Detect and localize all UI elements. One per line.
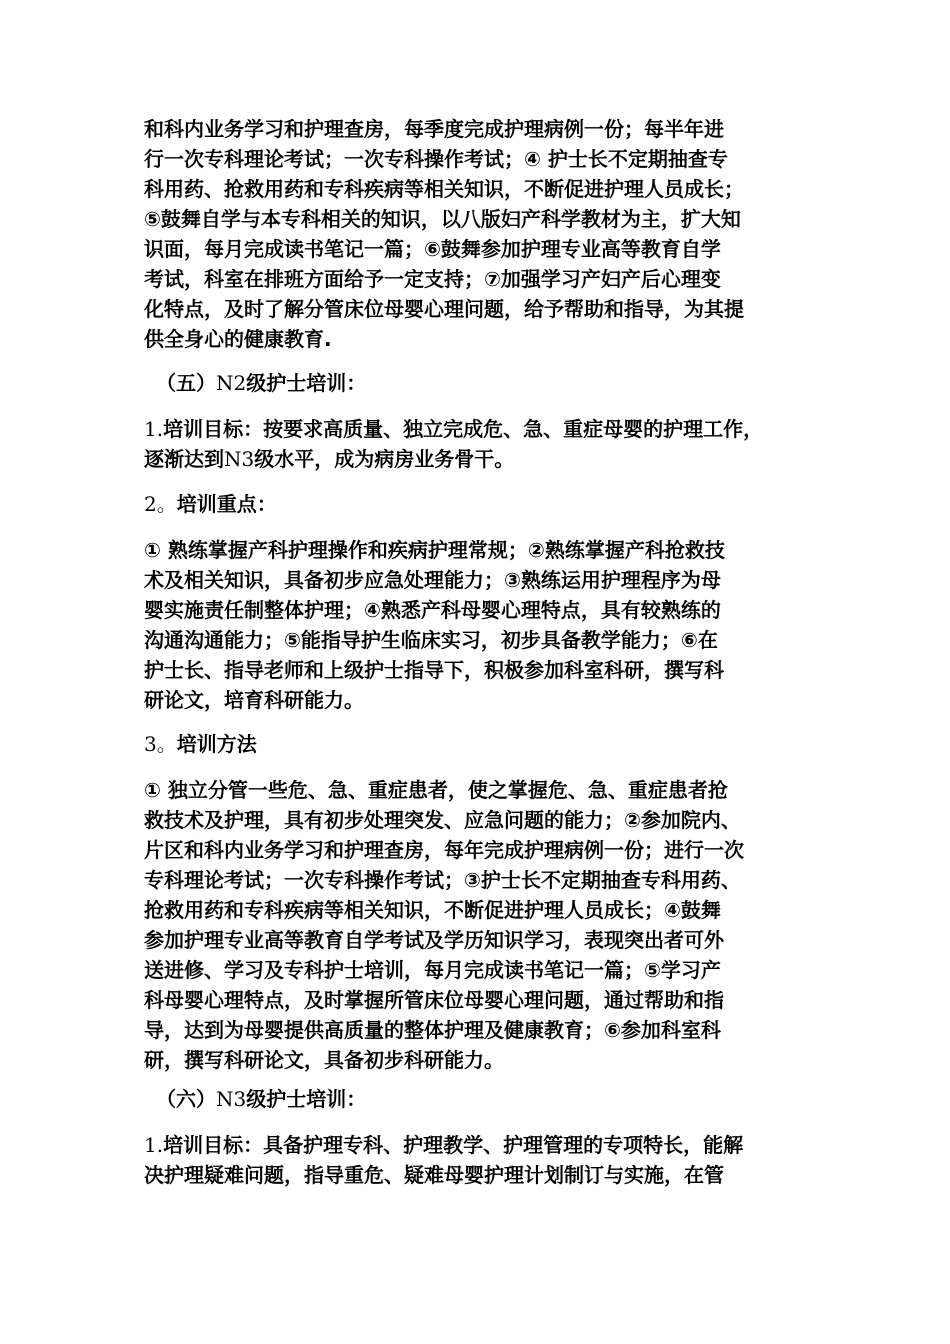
n2-method-title bbox=[144, 729, 810, 759]
heading-code: N3 bbox=[216, 1087, 247, 1111]
text-line: 科用药、抢救用药和专科疾病等相关知识，不断促进护理人员成长； bbox=[144, 177, 744, 201]
heading-code: N2 bbox=[216, 371, 247, 395]
heading-suffix: 级护士培训： bbox=[246, 1087, 367, 1111]
text-line: 送进修、学习及专科护士培训，每月完成读书笔记一篇；⑤学习产 bbox=[144, 958, 721, 982]
n3-training-goal bbox=[144, 1130, 810, 1190]
text-line: 逐渐达到 bbox=[144, 447, 224, 471]
text-line: 参加护理专业高等教育自学考试及学历知识学习，表现突出者可外 bbox=[144, 928, 724, 952]
text-line: 救技术及护理，具有初步处理突发、应急问题的能力；②参加院内、 bbox=[144, 808, 741, 832]
text-line: 导，达到为母婴提供高质量的整体护理及健康教育；⑥参加科室科 bbox=[144, 1018, 721, 1042]
subheading-text: 培训重点： bbox=[176, 492, 277, 516]
text-line: 研论文，培育科研能力。 bbox=[144, 688, 364, 712]
section-heading-n3 bbox=[156, 1084, 822, 1114]
text-line: 培训目标：具备护理专科、护理教学、护理管理的专项特长，能解 bbox=[163, 1133, 744, 1157]
text-line: 和科内业务学习和护理查房，每季度完成护理病例一份；每半年进 bbox=[144, 117, 724, 141]
heading-suffix: 级护士培训： bbox=[246, 371, 367, 395]
text-line: ⑤鼓舞自学与本专科相关的知识，以八版妇产科学教材为主，扩大知 bbox=[144, 207, 741, 231]
paragraph-n1-methods-continued bbox=[144, 114, 810, 354]
text-line: ① 熟练掌握产科护理操作和疾病护理常规；②熟练掌握产科抢救技 bbox=[144, 538, 725, 562]
text-line: 行一次专科理论考试；一次专科操作考试；④ 护士长不定期抽查专 bbox=[144, 147, 728, 171]
text-line: 培训目标：按要求高质量、独立完成危、急、重症母婴的护理工作， bbox=[163, 417, 764, 441]
text-line: 沟通沟通能力；⑤能指导护生临床实习，初步具备教学能力；⑥在 bbox=[144, 628, 718, 652]
n2-focus-title bbox=[144, 489, 810, 519]
section-heading-n2 bbox=[156, 368, 822, 398]
text-line: 化特点，及时了解分管床位母婴心理问题，给予帮助和指导，为其提 bbox=[144, 297, 744, 321]
level-code: N3 bbox=[224, 447, 255, 471]
text-line: 决护理疑难问题，指导重危、疑难母婴护理计划制订与实施，在管 bbox=[144, 1163, 724, 1187]
text-line: 考试，科室在排班方面给予一定支持；⑦加强学习产妇产后心理变 bbox=[144, 267, 721, 291]
text-line: 术及相关知识，具备初步应急处理能力；③熟练运用护理程序为母 bbox=[144, 568, 721, 592]
heading-prefix: （五） bbox=[156, 371, 216, 395]
text-line: 婴实施责任制整体护理；④熟悉产科母婴心理特点，具有较熟练的 bbox=[144, 598, 721, 622]
n2-training-goal bbox=[144, 414, 810, 474]
text-line: 抢救用药和专科疾病等相关知识，不断促进护理人员成长；④鼓舞 bbox=[144, 898, 721, 922]
text-line: ① 独立分管一些危、急、重症患者，使之掌握危、急、重症患者抢 bbox=[144, 778, 728, 802]
text-line: 科母婴心理特点，及时掌握所管床位母婴心理问题，通过帮助和指 bbox=[144, 988, 724, 1012]
item-number: 3。 bbox=[144, 732, 177, 756]
item-number: 1. bbox=[144, 417, 164, 441]
subheading-text: 培训方法 bbox=[176, 732, 257, 756]
item-number: 1. bbox=[144, 1133, 164, 1157]
text-line: 护士长、指导老师和上级护士指导下，积极参加科室科研，撰写科 bbox=[144, 658, 724, 682]
text-line: 供全身心的健康教育. bbox=[144, 327, 332, 351]
text-line: 片区和科内业务学习和护理查房，每年完成护理病例一份；进行一次 bbox=[144, 838, 744, 862]
text-line: 研，撰写科研论文，具备初步科研能力。 bbox=[144, 1048, 504, 1072]
n2-focus-paragraph bbox=[144, 535, 810, 715]
n2-method-paragraph bbox=[144, 775, 810, 1075]
text-line: 识面，每月完成读书笔记一篇；⑥鼓舞参加护理专业高等教育自学 bbox=[144, 237, 721, 261]
item-number: 2。 bbox=[144, 492, 177, 516]
text-line: 专科理论考试；一次专科操作考试；③护士长不定期抽查专科用药、 bbox=[144, 868, 741, 892]
heading-prefix: （六） bbox=[156, 1087, 216, 1111]
text-line: 级水平，成为病房业务骨干。 bbox=[254, 447, 515, 471]
